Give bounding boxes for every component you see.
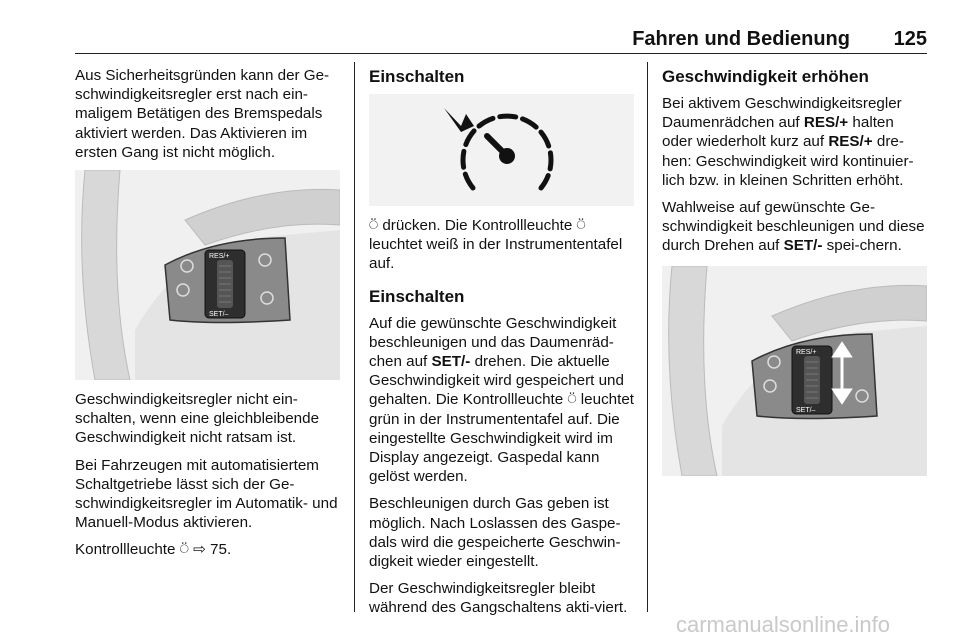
arrow-ref-icon: ⇨ (193, 540, 206, 559)
res-label: RES/+ (796, 348, 817, 356)
paragraph: Geschwindigkeitsregler nicht ein-schalten, wenn eine gleichbleibende Geschwindigkeit nicht ratsam ist. (75, 391, 320, 447)
paragraph: Aus Sicherheitsgründen kann der Ge-schwindigkeitsregler erst nach ein-maligem Betätigen des Bremspedals aktiviert werden. Das Aktivieren im ersten Gang ist nicht möglich. (75, 67, 330, 161)
paragraph: Auf die gewünschte Geschwindigkeit beschleunigen und das Daumenräd-chen auf SET/- drehen. Die aktuelle Geschwindigkeit wird gespeichert und gehalten. Die Kontrollleuchte ⍥ leuchtet grün in der Instrumententafel auf. Die eingestellte Geschwindigkeit wird im Display angezeigt. Gaspedal kann gelöst werden. (369, 314, 634, 486)
section-heading: Einschalten (369, 67, 465, 86)
cruise-control-symbol-figure (369, 94, 634, 206)
speedometer-icon: ⍥ (369, 216, 379, 234)
page-number: 125 (893, 28, 927, 50)
page-header (75, 28, 927, 52)
column-1 (75, 66, 340, 568)
speedometer-icon: ⍥ (179, 540, 189, 559)
column-2 (369, 66, 634, 626)
column-divider-1 (354, 62, 355, 612)
page-reference[interactable]: 75. (210, 541, 232, 559)
header-rule (75, 53, 927, 54)
set-label: SET/– (796, 406, 816, 414)
paragraph: ⍥ drücken. Die Kontrollleuchte ⍥ leuchtet weiß in der Instrumententafel auf. (369, 216, 623, 273)
section-heading: Geschwindigkeit erhöhen (662, 67, 869, 86)
paragraph: Wahlweise auf gewünschte Ge-schwindigkeit beschleunigen und diese durch Drehen auf SET/- spei-chern. (662, 199, 925, 255)
speedometer-icon: ⍥ (576, 216, 586, 234)
watermark: carmanualsonline.info (676, 612, 891, 637)
reference-line: Kontrollleuchte ⍥ ⇨ 75. (75, 540, 232, 559)
paragraph: Bei aktivem Geschwindigkeitsregler Daumenrädchen auf RES/+ halten oder wiederholt kurz auf RES/+ dre-hen: Geschwindigkeit wird kontinuier-lich bzw. in kleinen Schritten erhöht. (662, 95, 914, 189)
paragraph: Beschleunigen durch Gas geben ist möglich. Nach Loslassen des Gaspe-dals wird die gespeicherte Geschwin-digkeit wieder eingestellt. (369, 495, 621, 571)
set-label: SET/– (209, 311, 229, 319)
column-divider-2 (647, 62, 648, 612)
column-3 (662, 66, 927, 486)
paragraph: Der Geschwindigkeitsregler bleibt während des Gangschaltens akti-viert. (369, 580, 628, 617)
header-title: Fahren und Bedienung (632, 28, 850, 50)
res-label: RES/+ (209, 253, 230, 261)
steering-wheel-res-figure (662, 266, 927, 476)
speedometer-icon: ⍥ (567, 390, 577, 409)
paragraph: Bei Fahrzeugen mit automatisiertem Schaltgetriebe lässt sich der Ge-schwindigkeitsregler im Automatik- und Manuell-Modus aktivieren. (75, 456, 338, 532)
steering-wheel-controls-figure (75, 170, 340, 380)
section-heading: Einschalten (369, 286, 465, 306)
